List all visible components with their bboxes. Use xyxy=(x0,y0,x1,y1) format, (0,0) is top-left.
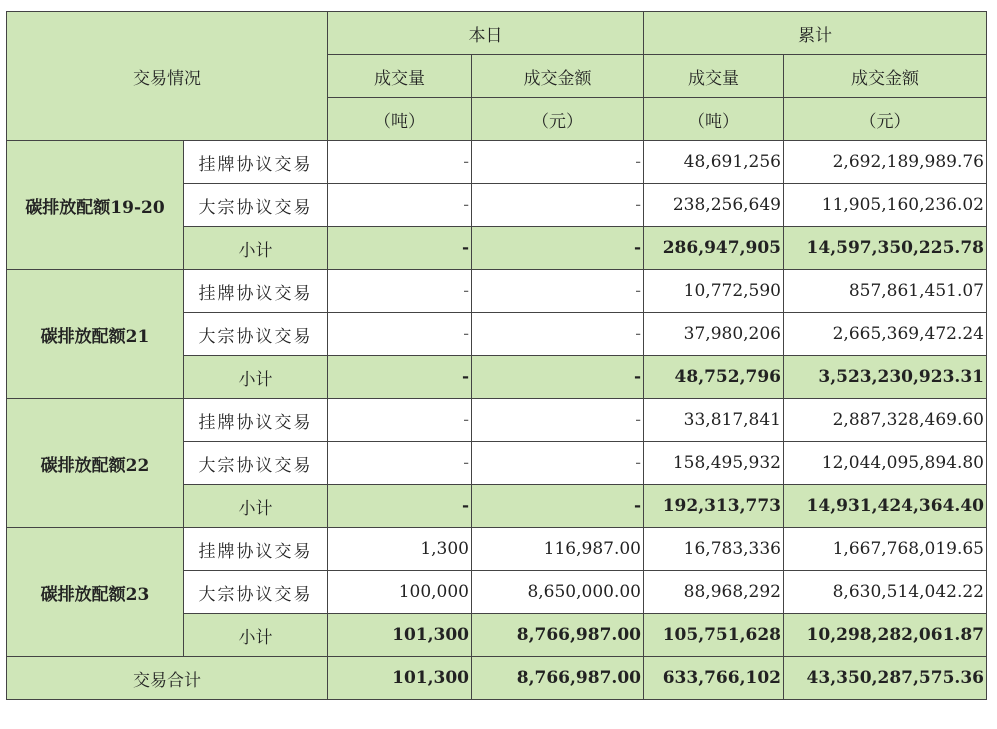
trade-type: 挂牌协议交易 xyxy=(184,399,328,442)
today-volume: 1,300 xyxy=(328,528,472,571)
today-volume: - xyxy=(328,227,472,270)
today-volume: - xyxy=(328,485,472,528)
table-row xyxy=(7,141,987,184)
header-today-amount-unit: （元） xyxy=(472,98,644,141)
cum-amount: 14,597,350,225.78 xyxy=(784,227,987,270)
header-cum-volume: 成交量 xyxy=(644,55,784,98)
cum-amount: 2,665,369,472.24 xyxy=(784,313,987,356)
today-volume: - xyxy=(328,313,472,356)
today-volume: - xyxy=(328,399,472,442)
cum-volume: 33,817,841 xyxy=(644,399,784,442)
subtotal-label: 小计 xyxy=(184,614,328,657)
table-row xyxy=(7,399,987,442)
trade-type: 大宗协议交易 xyxy=(184,442,328,485)
subtotal-label: 小计 xyxy=(184,485,328,528)
cum-volume: 16,783,336 xyxy=(644,528,784,571)
total-today-amount: 8,766,987.00 xyxy=(472,657,644,700)
today-amount: - xyxy=(472,227,644,270)
today-amount: - xyxy=(472,442,644,485)
cum-amount: 857,861,451.07 xyxy=(784,270,987,313)
today-volume: - xyxy=(328,270,472,313)
today-volume: 100,000 xyxy=(328,571,472,614)
header-cumulative: 累计 xyxy=(644,12,987,55)
cum-volume: 105,751,628 xyxy=(644,614,784,657)
header-cum-amount: 成交金额 xyxy=(784,55,987,98)
cum-volume: 238,256,649 xyxy=(644,184,784,227)
today-amount: - xyxy=(472,356,644,399)
header-today-amount: 成交金额 xyxy=(472,55,644,98)
cum-amount: 3,523,230,923.31 xyxy=(784,356,987,399)
cum-volume: 158,495,932 xyxy=(644,442,784,485)
cum-amount: 12,044,095,894.80 xyxy=(784,442,987,485)
total-row xyxy=(7,657,987,700)
cum-amount: 2,887,328,469.60 xyxy=(784,399,987,442)
table-row xyxy=(7,528,987,571)
total-today-volume: 101,300 xyxy=(328,657,472,700)
header-trade-info: 交易情况 xyxy=(7,12,328,141)
subtotal-label: 小计 xyxy=(184,356,328,399)
today-amount: - xyxy=(472,141,644,184)
cum-volume: 48,752,796 xyxy=(644,356,784,399)
header-today-volume: 成交量 xyxy=(328,55,472,98)
cum-volume: 10,772,590 xyxy=(644,270,784,313)
cum-amount: 8,630,514,042.22 xyxy=(784,571,987,614)
today-amount: - xyxy=(472,184,644,227)
today-volume: - xyxy=(328,356,472,399)
cum-amount: 14,931,424,364.40 xyxy=(784,485,987,528)
today-amount: 8,766,987.00 xyxy=(472,614,644,657)
cum-amount: 1,667,768,019.65 xyxy=(784,528,987,571)
header-cum-amount-unit: （元） xyxy=(784,98,987,141)
cum-volume: 37,980,206 xyxy=(644,313,784,356)
today-amount: 8,650,000.00 xyxy=(472,571,644,614)
trade-type: 挂牌协议交易 xyxy=(184,528,328,571)
cum-volume: 192,313,773 xyxy=(644,485,784,528)
cum-amount: 2,692,189,989.76 xyxy=(784,141,987,184)
cum-amount: 11,905,160,236.02 xyxy=(784,184,987,227)
today-volume: - xyxy=(328,184,472,227)
today-amount: - xyxy=(472,313,644,356)
carbon-trading-table xyxy=(6,11,987,700)
cum-volume: 88,968,292 xyxy=(644,571,784,614)
header-cum-volume-unit: （吨） xyxy=(644,98,784,141)
group-name: 碳排放配额21 xyxy=(7,270,184,399)
total-label: 交易合计 xyxy=(7,657,328,700)
total-cum-amount: 43,350,287,575.36 xyxy=(784,657,987,700)
header-today-volume-unit: （吨） xyxy=(328,98,472,141)
group-name: 碳排放配额22 xyxy=(7,399,184,528)
trade-type: 挂牌协议交易 xyxy=(184,270,328,313)
today-amount: 116,987.00 xyxy=(472,528,644,571)
today-volume: 101,300 xyxy=(328,614,472,657)
trade-type: 大宗协议交易 xyxy=(184,184,328,227)
header-today: 本日 xyxy=(328,12,644,55)
subtotal-label: 小计 xyxy=(184,227,328,270)
today-volume: - xyxy=(328,141,472,184)
table-row xyxy=(7,270,987,313)
group-name: 碳排放配额19-20 xyxy=(7,141,184,270)
cum-amount: 10,298,282,061.87 xyxy=(784,614,987,657)
cum-volume: 48,691,256 xyxy=(644,141,784,184)
trade-type: 大宗协议交易 xyxy=(184,571,328,614)
today-amount: - xyxy=(472,399,644,442)
total-cum-volume: 633,766,102 xyxy=(644,657,784,700)
cum-volume: 286,947,905 xyxy=(644,227,784,270)
today-volume: - xyxy=(328,442,472,485)
trade-type: 挂牌协议交易 xyxy=(184,141,328,184)
today-amount: - xyxy=(472,485,644,528)
today-amount: - xyxy=(472,270,644,313)
trade-type: 大宗协议交易 xyxy=(184,313,328,356)
group-name: 碳排放配额23 xyxy=(7,528,184,657)
